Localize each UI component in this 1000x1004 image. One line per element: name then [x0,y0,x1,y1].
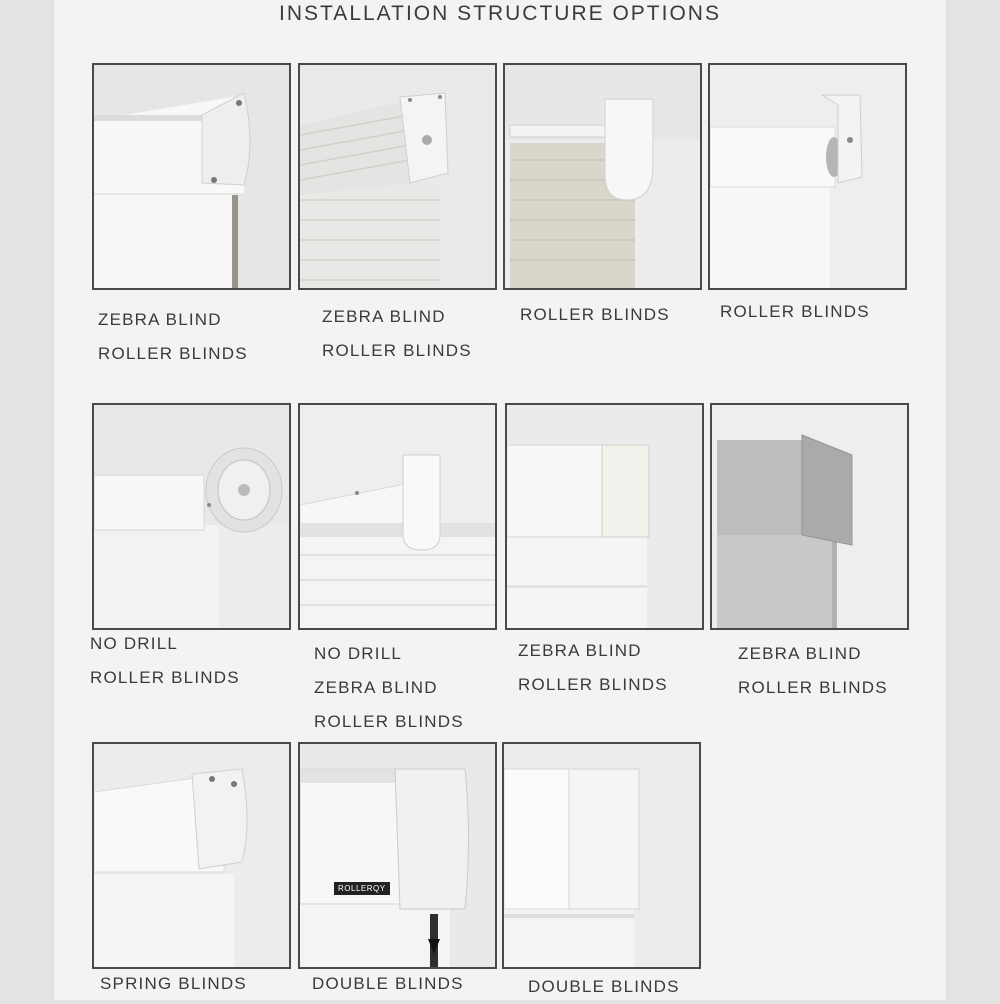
product-photo-9 [92,742,291,969]
product-photo-2 [298,63,497,290]
no-drill-zebra-image [300,405,497,630]
product-photo-5 [92,403,291,630]
open-roller-bracket-image [710,65,907,290]
brand-logo: ROLLERQY [334,882,390,895]
rounded-bracket-image [505,65,702,290]
page-title: INSTALLATION STRUCTURE OPTIONS [279,2,721,25]
headrail-cassette-image [94,65,291,290]
product-photo-1 [92,63,291,290]
caption-3: ROLLER BLINDS [520,305,670,324]
double-blind-cassette-image [504,744,701,969]
caption-11: DOUBLE BLINDS [528,977,680,996]
product-photo-3 [503,63,702,290]
caption-8: ZEBRA BLIND ROLLER BLINDS [738,644,888,697]
caption-5: NO DRILL ROLLER BLINDS [90,634,240,687]
fabric-headrail-image [300,65,497,290]
caption-1: ZEBRA BLIND ROLLER BLINDS [98,310,248,363]
caption-10: DOUBLE BLINDS [312,974,464,993]
caption-9: SPRING BLINDS [100,974,247,993]
double-blind-motor-image [300,744,497,969]
caption-2: ZEBRA BLIND ROLLER BLINDS [322,307,472,360]
caption-6: NO DRILL ZEBRA BLIND ROLLER BLINDS [314,644,464,731]
silver-cassette-image [712,405,909,630]
product-photo-4 [708,63,907,290]
product-photo-7 [505,403,704,630]
caption-7: ZEBRA BLIND ROLLER BLINDS [518,641,668,694]
product-photo-10 [298,742,497,969]
caption-4: ROLLER BLINDS [720,302,870,321]
product-photo-6 [298,403,497,630]
product-photo-8 [710,403,909,630]
spring-blind-image [94,744,291,969]
square-cassette-image [507,405,704,630]
no-drill-roller-image [94,405,291,630]
product-photo-11 [502,742,701,969]
